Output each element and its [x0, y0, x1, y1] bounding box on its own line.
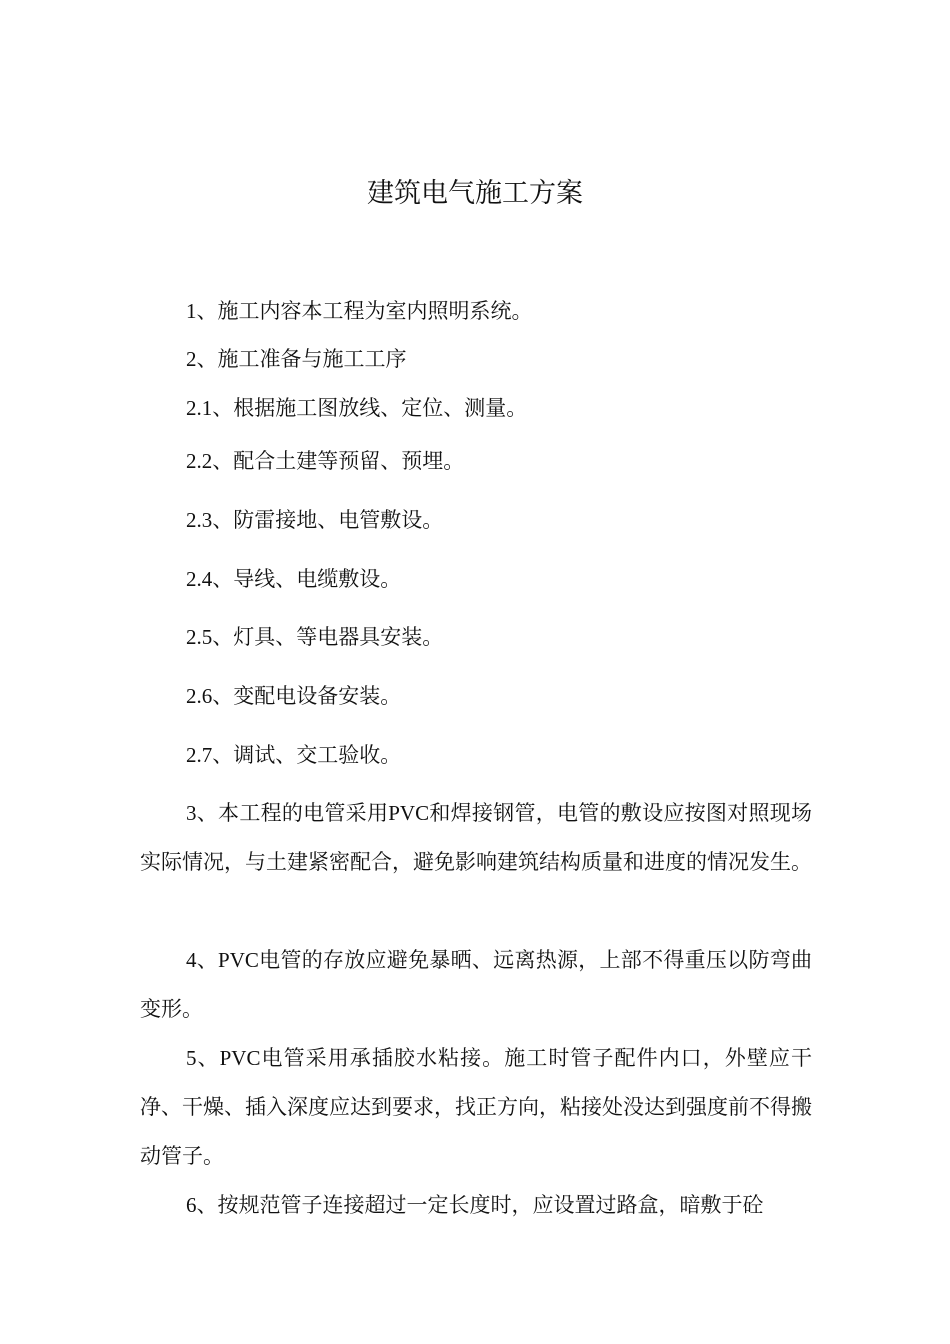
- item-2-7: 2.7、调试、交工验收。: [186, 743, 402, 767]
- paragraph-3: 3、本工程的电管采用PVC和焊接钢管，电管的敷设应按图对照现场实际情况，与土建紧密配合，避免影响建筑结构质量和进度的情况发生。: [140, 801, 812, 874]
- document-title: 建筑电气施工方案: [367, 178, 583, 209]
- item-2-3: 2.3、防雷接地、电管敷设。: [186, 508, 444, 532]
- item-2-4: 2.4、导线、电缆敷设。: [186, 567, 402, 591]
- item-2-5: 2.5、灯具、等电器具安装。: [186, 625, 444, 649]
- item-2: 2、施工准备与施工工序: [186, 347, 407, 371]
- paragraph-4: 4、PVC电管的存放应避免暴晒、远离热源，上部不得重压以防弯曲变形。: [140, 948, 812, 1021]
- item-2-6: 2.6、变配电设备安装。: [186, 684, 402, 708]
- paragraph-5: 5、PVC电管采用承插胶水粘接。施工时管子配件内口，外壁应干净、干燥、插入深度应达到要求，找正方向，粘接处没达到强度前不得搬动管子。: [140, 1046, 812, 1168]
- item-2-1: 2.1、根据施工图放线、定位、测量。: [186, 396, 528, 420]
- item-2-2: 2.2、配合土建等预留、预埋。: [186, 449, 465, 473]
- item-1: 1、施工内容本工程为室内照明系统。: [186, 299, 533, 323]
- paragraph-6: 6、按规范管子连接超过一定长度时，应设置过路盒，暗敷于砼: [186, 1193, 764, 1217]
